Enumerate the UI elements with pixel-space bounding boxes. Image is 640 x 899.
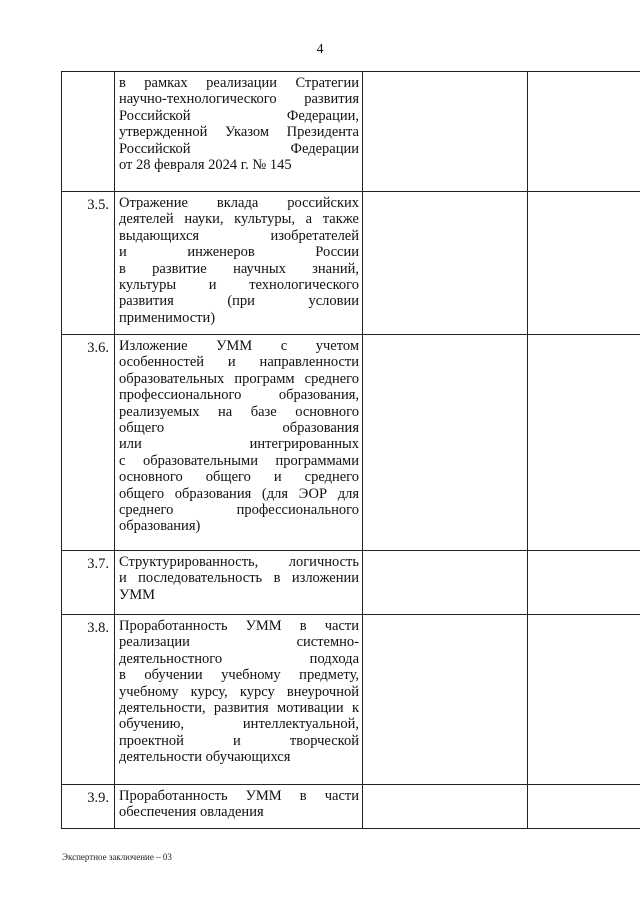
criterion-number: 3.8. [62, 615, 115, 785]
criteria-table [61, 71, 640, 829]
criterion-text-line: Структурированность, логичность [119, 554, 359, 570]
criterion-text-line: реализуемых на базе основного [119, 403, 359, 420]
criterion-number [62, 72, 115, 192]
comment-cell [528, 72, 640, 192]
criterion-text-line: Проработанность УММ в части [119, 618, 359, 634]
comment-cell [528, 551, 640, 615]
assessment-cell [363, 785, 528, 829]
criteria-row [62, 615, 640, 785]
criteria-row [62, 551, 640, 615]
criteria-row [62, 192, 640, 335]
assessment-cell [363, 72, 528, 192]
criterion-text-line: обеспечения овладения [119, 804, 264, 821]
criterion-text-line: деятелей науки, культуры, а также [119, 211, 359, 228]
criterion-text-line: учебному курсу, курсу внеурочной [119, 683, 359, 700]
page-number: 4 [316, 42, 324, 57]
criterion-text-line: основного общего и среднего [119, 469, 359, 486]
criterion-text-line: от 28 февраля 2024 г. № 145 [119, 157, 292, 174]
assessment-cell [363, 551, 528, 615]
criterion-text-line: или интегрированных [119, 436, 359, 453]
criterion-text-line: в обучении учебному предмету, [119, 667, 359, 684]
criterion-text-line: в рамках реализации Стратегии [119, 75, 359, 91]
criterion-text-line: развития (при условии [119, 293, 359, 310]
criterion-text-line: особенностей и направленности [119, 354, 359, 371]
criterion-text-line: образовательных программ среднего [119, 370, 359, 387]
criterion-text-line: деятельности обучающихся [119, 749, 291, 766]
assessment-cell [363, 615, 528, 785]
criterion-text-line: общего образования (для ЭОР для [119, 485, 359, 502]
criteria-row [62, 785, 640, 829]
criteria-row [62, 72, 640, 192]
comment-cell [528, 192, 640, 335]
criterion-text [115, 785, 363, 829]
criterion-text-line: с образовательными программами [119, 452, 359, 469]
criterion-text-line: среднего профессионального [119, 502, 359, 519]
criterion-text [115, 551, 363, 615]
criterion-text [115, 72, 363, 192]
criterion-text-line: обучению, интеллектуальной, [119, 716, 359, 733]
comment-cell [528, 335, 640, 551]
comment-cell [528, 615, 640, 785]
criterion-text-line: деятельностного подхода [119, 650, 359, 667]
assessment-cell [363, 192, 528, 335]
criterion-text-line: УММ [119, 586, 156, 603]
criterion-text [115, 615, 363, 785]
criterion-text-line: и инженеров России [119, 244, 359, 261]
comment-cell [528, 785, 640, 829]
criterion-text-line: Изложение УММ с учетом [119, 338, 359, 354]
criterion-number: 3.9. [62, 785, 115, 829]
criterion-text-line: общего образования [119, 420, 359, 437]
criterion-text-line: образования) [119, 518, 201, 535]
criterion-text-line: утвержденной Указом Президента [119, 124, 359, 141]
criterion-text-line: в развитие научных знаний, [119, 260, 359, 277]
criterion-text-line: культуры и технологического [119, 277, 359, 294]
criterion-number: 3.6. [62, 335, 115, 551]
footer-text: Экспертное заключение – 03 [62, 852, 172, 862]
criterion-text-line: и последовательность в изложении [119, 570, 359, 587]
criterion-text-line: Российской Федерации, [119, 107, 359, 124]
criterion-text-line: Проработанность УММ в части [119, 788, 359, 804]
criterion-text-line: реализации системно- [119, 634, 359, 651]
criterion-text [115, 335, 363, 551]
criterion-text-line: Отражение вклада российских [119, 195, 359, 211]
criterion-text-line: проектной и творческой [119, 732, 359, 749]
criteria-row [62, 335, 640, 551]
criterion-text-line: деятельности, развития мотивации к [119, 700, 359, 717]
criterion-text-line: научно-технологического развития [119, 91, 359, 108]
criterion-text-line: профессионального образования, [119, 387, 359, 404]
criterion-number: 3.7. [62, 551, 115, 615]
criterion-text-line: применимости) [119, 309, 216, 326]
criterion-text-line: Российской Федерации [119, 140, 359, 157]
criterion-number: 3.5. [62, 192, 115, 335]
criterion-text-line: выдающихся изобретателей [119, 227, 359, 244]
assessment-cell [363, 335, 528, 551]
criterion-text [115, 192, 363, 335]
